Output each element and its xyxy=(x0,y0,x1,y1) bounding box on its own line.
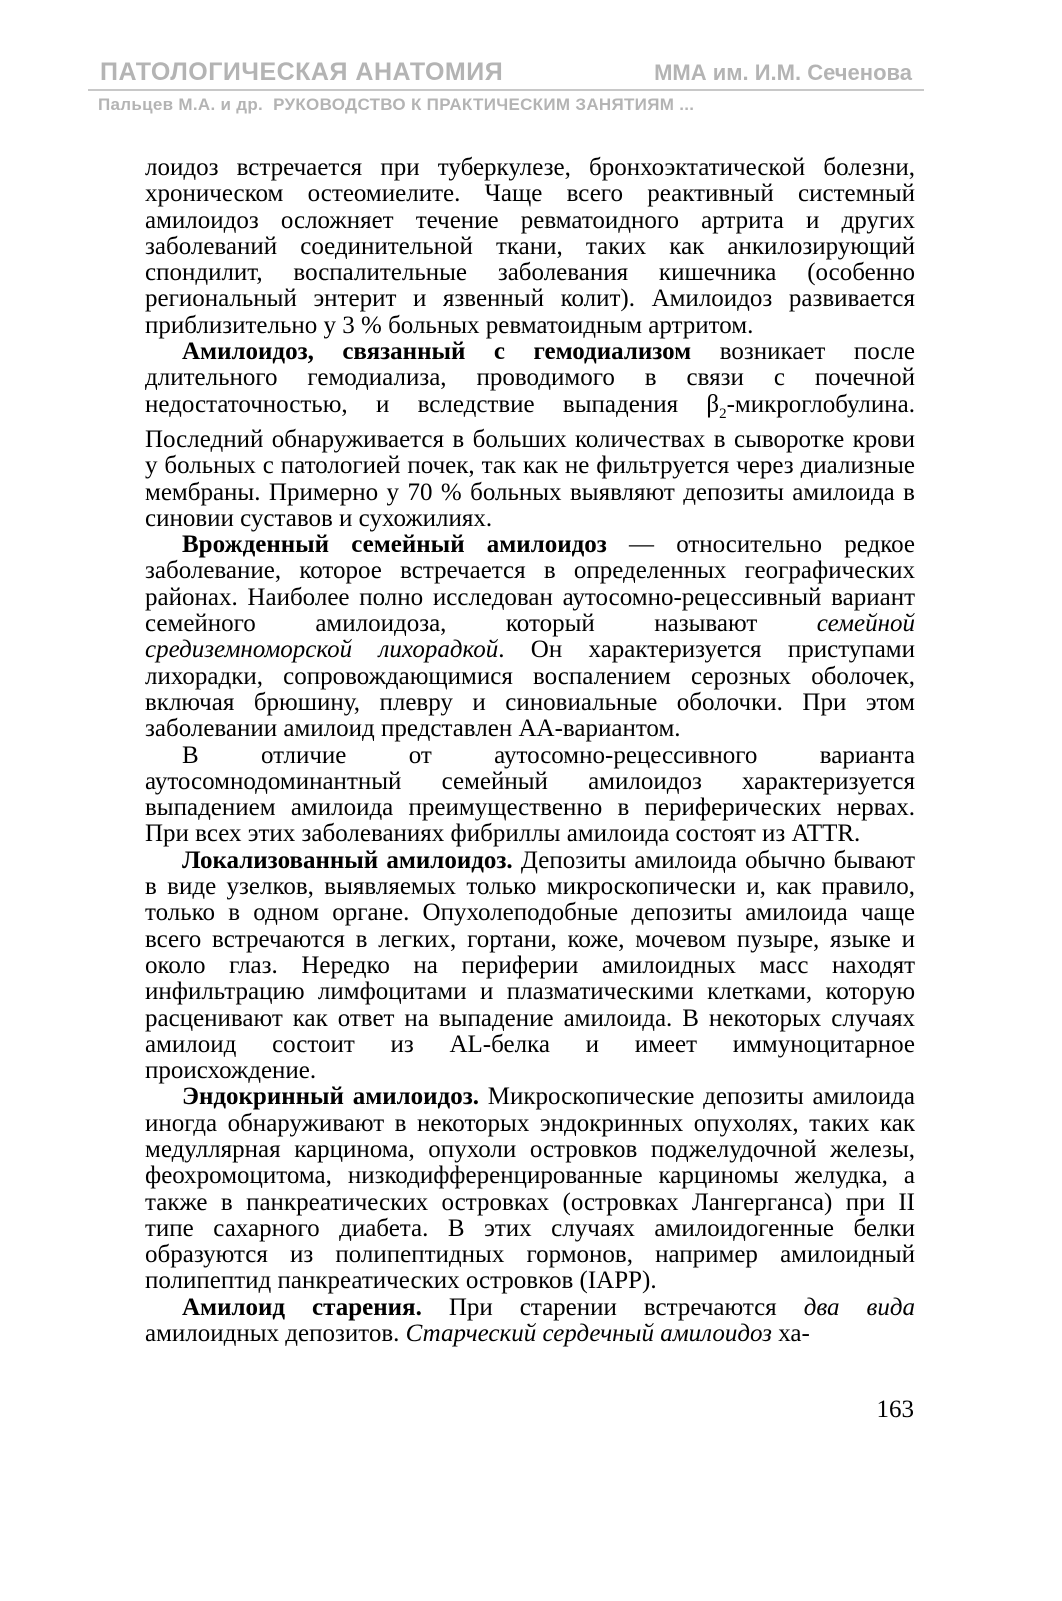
subscript: 2 xyxy=(719,405,727,422)
paragraph-4 xyxy=(145,743,915,848)
paragraph-text: возникает после длительного гемодиализа, проводимого в связи с почечной недостаточностью, и вследствие выпадения β xyxy=(145,338,915,418)
section-heading-familial: Врожденный семейный амилоидоз xyxy=(182,531,607,559)
paragraph-text: лоидоз встречается при туберкулезе, бронхоэктатической болезни, хроническом остеомиелите. Чаще всего реактивный системный амилоидоз осложняет течение ревматоидного артрита и других заболеваний соединительной ткани, таких как анкилозирующий спондилит, воспалительные заболевания кишечника (особенно региональный энтерит и язвенный колит). Амилоидоз развивается приблизительно у 3 % больных ревматоидным артритом. xyxy=(145,154,915,339)
paragraph-text: При старении встречаются xyxy=(421,1293,804,1321)
paragraph-text: -микроглобулина. Последний обнаруживается в больших количествах в сыворотке крови у больных с патологией почек, так как не фильтруется через диализные мембраны. Примерно у 70 % больных выявляют депозиты амилоида в синовии суставов и сухожилиях. xyxy=(145,390,915,532)
running-header xyxy=(88,58,924,115)
paragraph-text: — относительно редкое заболевание, которое встречается в определенных географических районах. Наиболее полно исследован аутосомно-рецессивный вариант семейного амилоидоза, который называют xyxy=(145,531,916,638)
paragraph-5 xyxy=(145,848,915,1085)
paragraph-text: Микроскопические депозиты амилоида иногда обнаруживают в некоторых эндокринных опухолях, таких как медуллярная карцинома, опухоли островков поджелудочной железы, феохромоцитома, низкодифференцированные карциномы желудка, а также в панкреатических островках (островках Лангерганса) при II типе сахарного диабета. В этих случаях амилоидогенные белки образуются из полипептидных гормонов, например амилоидный полипептид панкреатических островков (IAPP). xyxy=(145,1083,915,1295)
header-title-row xyxy=(88,58,924,91)
paragraph-text: ха- xyxy=(771,1320,810,1348)
italic-term: два вида xyxy=(803,1293,916,1321)
book-subtitle: РУКОВОДСТВО К ПРАКТИЧЕСКИМ ЗАНЯТИЯМ ... xyxy=(273,95,695,114)
paragraph-7 xyxy=(145,1295,915,1348)
italic-term: Старческий сердечный амилоидоз xyxy=(405,1320,772,1348)
paragraph-text: В отличие от аутосомно-рецессивного варианта аутосомнодоминантный семейный амилоидоз характеризуется выпадением амилоида преимущественно в периферических нервах. При всех этих заболеваниях фибриллы амилоида состоят из ATTR. xyxy=(145,741,915,848)
section-heading-aging: Амилоид старения. xyxy=(182,1293,422,1321)
section-heading-endocrine: Эндокринный амилоидоз. xyxy=(182,1083,479,1111)
italic-term: семейной средиземноморской лихорадкой xyxy=(145,610,915,664)
page-body xyxy=(145,155,915,1347)
paragraph-3 xyxy=(145,532,915,742)
paragraph-1 xyxy=(145,155,915,339)
paragraph-2 xyxy=(145,339,915,532)
paragraph-text: . Он характеризуется приступами лихорадки, сопровождающимися воспалением серозных оболочек, включая брюшину, плевру и синовиальные оболочки. При этом заболевании амилоид представлен АА-вариантом. xyxy=(145,636,915,743)
section-heading-localized: Локализованный амилоидоз. xyxy=(182,846,513,874)
authors: Пальцев М.А. и др. xyxy=(98,95,264,114)
paragraph-6 xyxy=(145,1084,915,1294)
publisher-name: ММА им. И.М. Сеченова xyxy=(654,60,912,85)
paragraph-text: амилоидных депозитов. xyxy=(145,1320,406,1348)
book-title: ПАТОЛОГИЧЕСКАЯ АНАТОМИЯ xyxy=(100,58,504,86)
page-number: 163 xyxy=(876,1396,914,1423)
paragraph-text: Депозиты амилоида обычно бывают в виде узелков, выявляемых только микроскопически и, как правило, только в одном органе. Опухолеподобные депозиты амилоида чаще всего встречаются в легких, гортани, коже, мочевом пузыре, языке и около глаз. Нередко на периферии амилоидных масс находят инфильтрацию лимфоцитами и плазматическими клетками, которую расценивают как ответ на выпадение амилоида. В некоторых случаях амилоид состоит из AL-белка и имеет иммуноцитарное происхождение. xyxy=(145,846,916,1085)
section-heading-hemodialysis: Амилоидоз, связанный с гемодиализом xyxy=(182,338,692,366)
header-subtitle-row xyxy=(88,91,924,115)
